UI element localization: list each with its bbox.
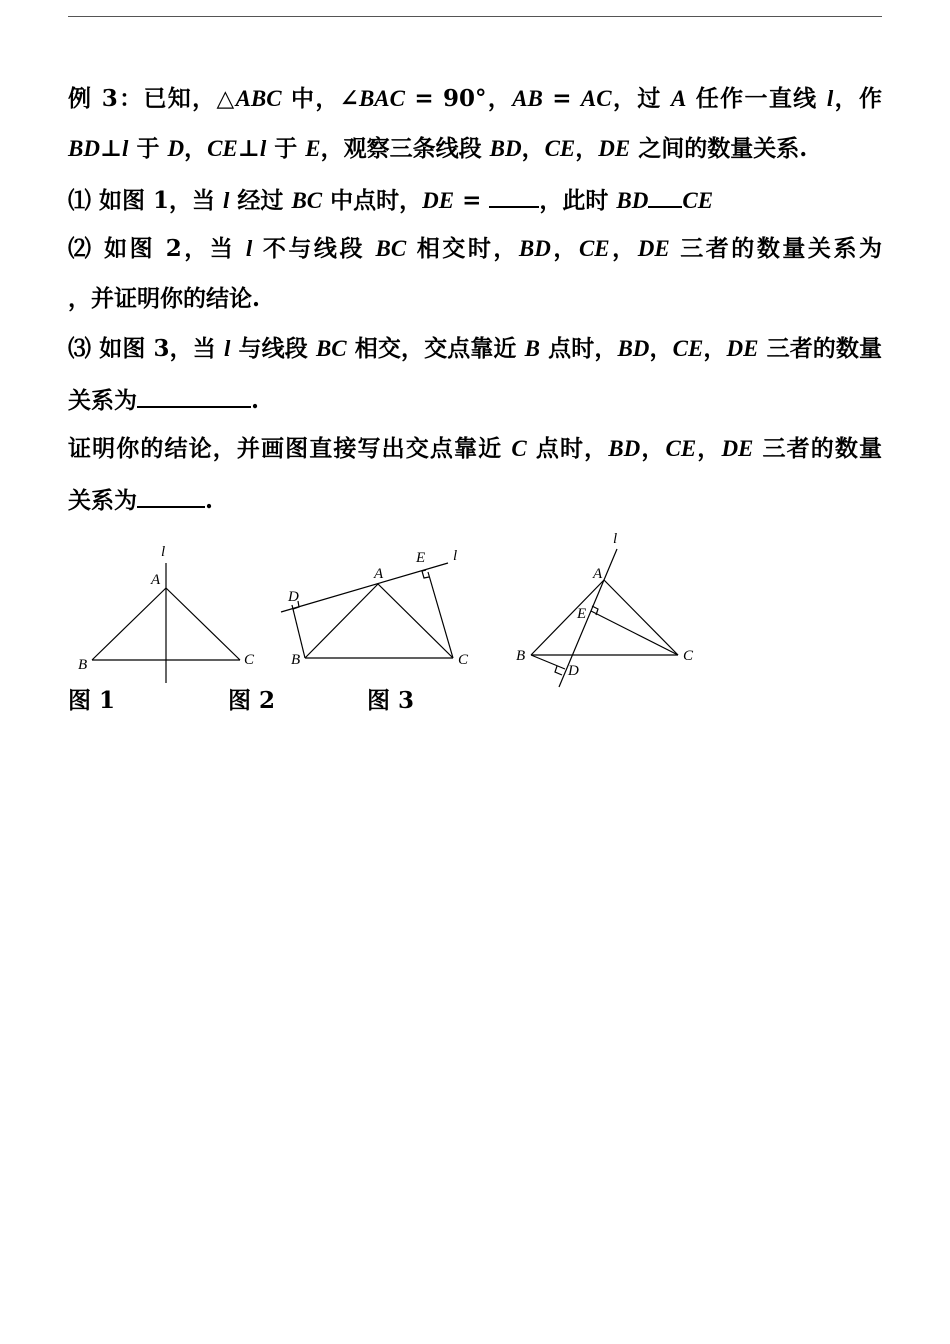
fig2-right-angle-e — [422, 570, 429, 578]
fig3-label-e: E — [577, 606, 587, 622]
fig3-label-d: D — [568, 663, 579, 679]
problem-line-2: BD⊥l 于 D，CE⊥l 于 E，观察三条线段 BD，CE，DE 之间的数量关系. — [68, 135, 808, 162]
problem-line-1: 例 3：已知，△ABC 中，∠BAC = 90°，AB = AC，过 A 任作一直线 l，作 — [68, 85, 883, 112]
fig3-segment-ab — [531, 580, 604, 655]
fig1-segment-ac — [166, 588, 240, 660]
fig1-label-c: C — [244, 652, 255, 668]
fig2-label-c: C — [458, 652, 469, 668]
figure-3-caption: 图 3 — [367, 687, 415, 714]
figure-1-caption: 图 1 — [68, 687, 116, 714]
fig1-label-b: B — [78, 657, 88, 673]
figure-3 — [531, 549, 678, 687]
part-3: ⑶ 如图 3，当 l 与线段 BC 相交，交点靠近 B 点时，BD，CE，DE 三者的数量 — [68, 335, 883, 362]
fig2-label-d: D — [288, 589, 299, 605]
part-2-line-2: ，并证明你的结论. — [68, 285, 261, 312]
fig3-label-b: B — [516, 648, 526, 664]
fig3-label-a: A — [593, 566, 603, 582]
part-2: ⑵ 如图 2，当 l 不与线段 BC 相交时，BD，CE，DE 三者的数量关系为 — [68, 235, 882, 262]
fig2-label-l: l — [453, 548, 458, 564]
figure-2 — [281, 563, 453, 658]
part-1: ⑴ 如图 1，当 l 经过 BC 中点时，DE = ，此时 BD CE — [68, 184, 882, 216]
figure-2-caption: 图 2 — [228, 687, 276, 714]
fig3-segment-ac — [604, 580, 678, 655]
fig2-label-b: B — [291, 652, 301, 668]
fig3-label-l: l — [613, 531, 618, 547]
fig2-segment-bd — [292, 605, 305, 658]
fig2-label-a: A — [374, 566, 384, 582]
fig1-label-a: A — [151, 572, 161, 588]
fig2-label-e: E — [416, 550, 426, 566]
fig1-label-l: l — [161, 544, 166, 560]
part-3-line-2: 关系为 . — [68, 384, 882, 416]
part-4-line-2: 关系为 . — [68, 484, 882, 516]
fig3-segment-ce — [591, 611, 678, 655]
figure-1 — [92, 563, 240, 683]
fig3-segment-bd — [531, 655, 565, 669]
part-4: 证明你的结论，并画图直接写出交点靠近 C 点时，BD，CE，DE 三者的数量 — [68, 435, 883, 462]
fig3-label-c: C — [683, 648, 694, 664]
fig1-segment-ab — [92, 588, 166, 660]
fig2-segment-ab — [305, 584, 378, 658]
